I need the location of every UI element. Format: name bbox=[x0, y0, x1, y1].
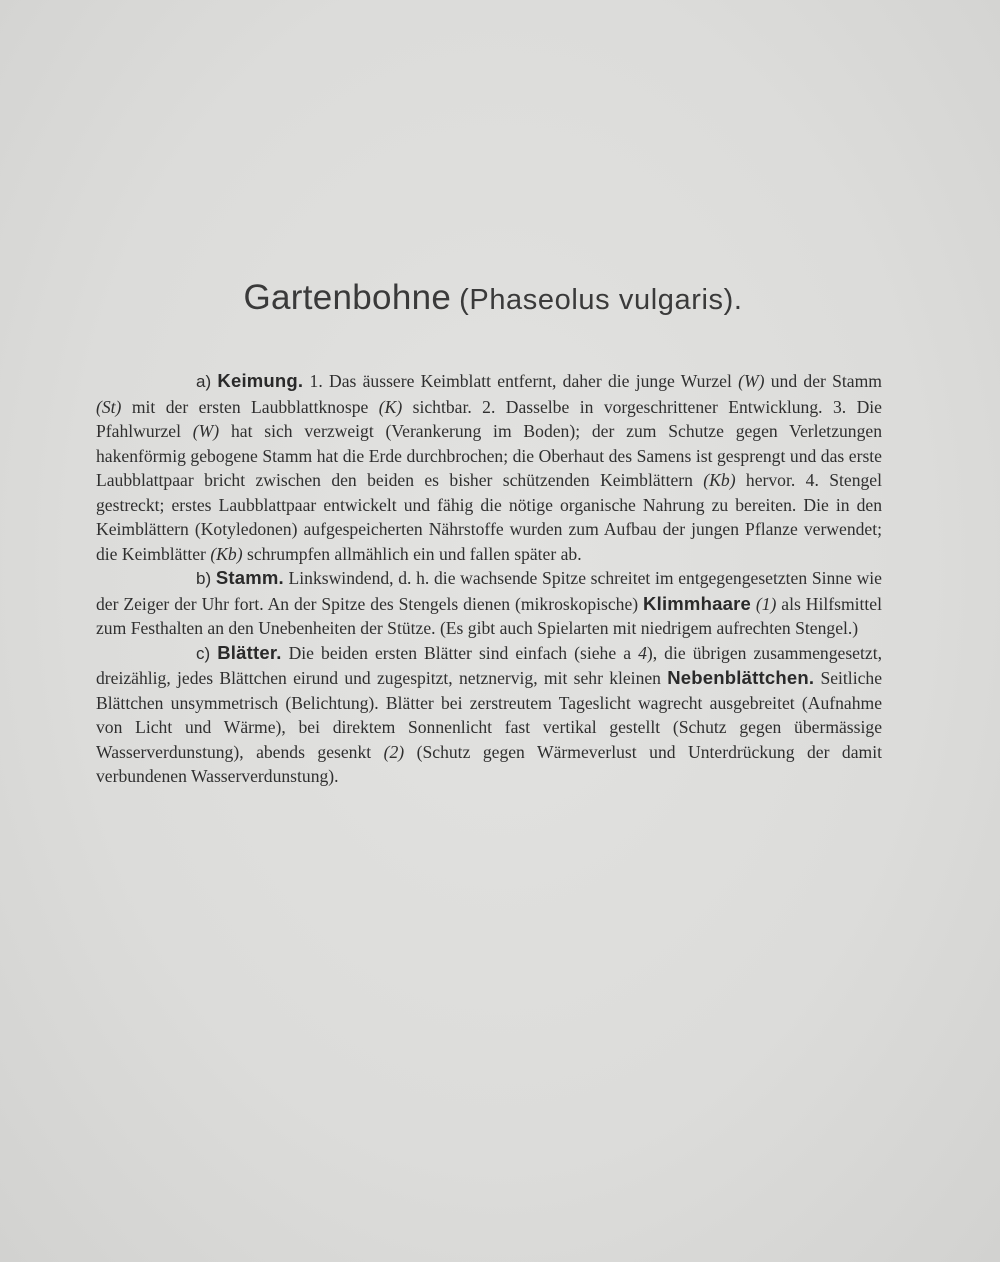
section-keimung bbox=[96, 369, 882, 566]
inline-keyword: Nebenblättchen. bbox=[667, 667, 815, 688]
section-keyword: Blätter. bbox=[217, 641, 282, 663]
inline-keyword: Klimmhaare bbox=[643, 592, 751, 614]
abbreviation: (Kb) bbox=[703, 470, 736, 490]
figure-reference: (2) bbox=[383, 741, 405, 762]
section-keyword: Keimung. bbox=[217, 370, 304, 391]
title-latin-name: (Phaseolus vulgaris). bbox=[459, 284, 743, 316]
body-text bbox=[96, 369, 882, 789]
title-main: Gartenbohne bbox=[243, 278, 452, 317]
section-text: ), die übrigen zusammengesetzt, dreizählig, jedes Blättchen eirund und zugespitzt, netznervig, mit sehr kleinen bbox=[96, 642, 882, 688]
abbreviation: (Kb) bbox=[210, 543, 243, 564]
abbreviation: (K) bbox=[378, 396, 403, 417]
section-stamm bbox=[96, 566, 882, 641]
section-keyword: Stamm. bbox=[215, 567, 284, 588]
section-text: sichtbar. 2. Dasselbe in vorgeschrittener Entwicklung. 3. Die Pfahlwurzel bbox=[96, 396, 882, 441]
section-blaetter bbox=[96, 641, 882, 789]
section-label: c) bbox=[196, 643, 211, 663]
section-text: Seitliche Blättchen unsymmetrisch (Belichtung). Blätter bei zerstreutem Tageslicht wagrecht ausgebreitet (Aufnahme von Licht und Wärme), bei direktem Sonnenlicht fast vertikal gestellt (Schutz gegen übermässige Wasserverdunstung), abends gesenkt bbox=[96, 668, 882, 762]
figure-reference: 4 bbox=[638, 642, 647, 663]
section-text: hat sich verzweigt (Verankerung im Boden); der zum Schutze gegen Verletzungen hakenförmig gebogene Stamm hat die Erde durchbrochen; die Oberhaut des Samens ist gesprengt und das erste Laubblattpaar bricht zwischen den beiden es bisher schützenden Keimblättern bbox=[96, 421, 882, 490]
figure-reference: (1) bbox=[755, 593, 777, 614]
section-text: 1. Das äussere Keimblatt entfernt, daher die junge Wurzel bbox=[303, 371, 739, 391]
section-text: als Hilfsmittel zum Festhalten an den Unebenheiten der Stütze. (Es gibt auch Spielarten mit niedrigem aufrechten Stengel.) bbox=[96, 593, 882, 638]
section-text: mit der ersten Laubblattknospe bbox=[121, 396, 379, 417]
section-text: Linkswindend, d. h. die wachsende Spitze schreitet im entgegengesetzten Sinne wie der Zeiger der Uhr fort. An der Spitze des Stengels dienen (mikroskopische) bbox=[96, 568, 882, 614]
section-label: a) bbox=[196, 372, 212, 391]
section-text: hervor. 4. Stengel gestreckt; erstes Laubblattpaar entwickelt und fähig die nötige organische Nahrung zu bereiten. Die in den Keimblättern (Kotyledonen) aufgespeicherten Nährstoffe wurden zum Aufbau der jungen Pflanze verwendet; die Keimblätter bbox=[96, 470, 882, 564]
page-title bbox=[0, 278, 986, 318]
abbreviation: (W) bbox=[738, 371, 765, 391]
section-text: (Schutz gegen Wärmeverlust und Unterdrückung der damit verbundenen Wasserverdunstung). bbox=[96, 741, 882, 786]
section-text: und der Stamm bbox=[764, 371, 882, 391]
section-text: schrumpfen allmählich ein und fallen später ab. bbox=[242, 543, 582, 564]
abbreviation: (W) bbox=[192, 421, 220, 441]
abbreviation: (St) bbox=[96, 396, 122, 417]
section-text: Die beiden ersten Blätter sind einfach (siehe a bbox=[281, 642, 639, 663]
section-label: b) bbox=[196, 569, 212, 588]
